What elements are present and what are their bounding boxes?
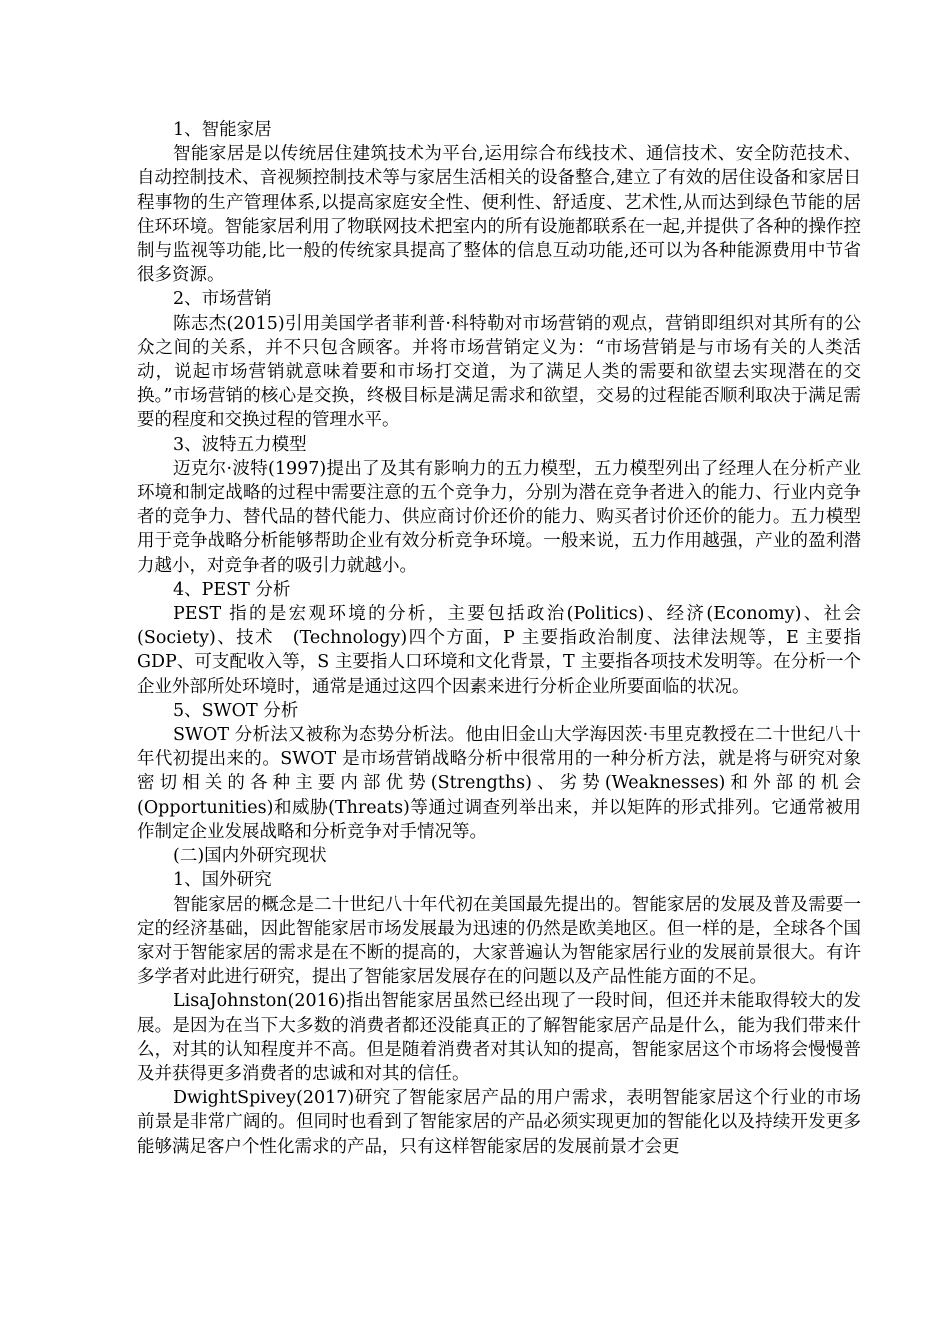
- paragraph-foreign-research-intro: 智能家居的概念是二十世纪八十年代初在美国最先提出的。智能家居的发展及普及需要一定的经济基础，因此智能家居市场发展最为迅速的仍然是欧美地区。但一样的是，全球各个国家对于智能家居的需求是在不断的提高的，大家普遍认为智能家居行业的发展前景很大。有许多学者对此进行研究，提出了智能家居发展存在的问题以及产品性能方面的不足。: [137, 894, 861, 988]
- paragraph-pest: PEST 指的是宏观环境的分析，主要包括政治(Politics)、经济(Economy)、社会(Society)、技术 (Technology)四个方面，P 主要指政治制度、法律法规等，E 主要指 GDP、可支配收入等，S 主要指人口环境和文化背景，T 主要指各项技术发明等。在分析一个企业外部所处环境时，通常是通过这四个因素来进行分析企业所要面临的状况。: [137, 604, 861, 697]
- document-page: [137, 118, 861, 1159]
- section-heading-porter: 3、波特五力模型: [173, 434, 307, 455]
- section-heading-swot: 5、SWOT 分析: [173, 700, 299, 721]
- paragraph-porter: 迈克尔·波特(1997)提出了及其有影响力的五力模型，五力模型列出了经理人在分析产业环境和制定战略的过程中需要注意的五个竞争力，分别为潜在竞争者进入的能力、行业内竞争者的竞争力、替代品的替代能力、供应商讨价还价的能力、购买者讨价还价的能力。五力模型用于竞争战略分析能够帮助企业有效分析竞争环境。一般来说，五力作用越强，产业的盈利潜力越小，对竞争者的吸引力就越小。: [137, 458, 861, 576]
- paragraph-marketing: 陈志杰(2015)引用美国学者菲利普·科特勒对市场营销的观点，营销即组织对其所有的公众之间的关系，并不只包含顾客。并将市场营销定义为：“市场营销是与市场有关的人类活动，说起市场营销就意味着要和市场打交道，为了满足人类的需要和欲望去实现潜在的交换。”市场营销的核心是交换，终极目标是满足需求和欲望，交易的过程能否顺利取决于满足需要的程度和交换过程的管理水平。: [137, 313, 861, 431]
- paragraph-dwight-spivey: DwightSpivey(2017)研究了智能家居产品的用户需求，表明智能家居这个行业的市场前景是非常广阔的。但同时也看到了智能家居的产品必须实现更加的智能化以及持续开发更多能够满足客户个性化需求的产品，只有这样智能家居的发展前景才会更: [137, 1088, 861, 1157]
- paragraph-swot: SWOT 分析法又被称为态势分析法。他由旧金山大学海因茨·韦里克教授在二十世纪八十年代初提出来的。SWOT 是市场营销战略分析中很常用的一种分析方法，就是将与研究对象密切相关的各种主要内部优势(Strengths)、劣势(Weaknesses)和外部的机会(Opportunities)和威胁(Threats)等通过调查列举出来，并以矩阵的形式排列。它通常被用作制定企业发展战略和分析竞争对手情况等。: [137, 725, 861, 842]
- paragraph-smart-home: 智能家居是以传统居住建筑技术为平台,运用综合布线技术、通信技术、安全防范技术、自动控制技术、音视频控制技术等与家居生活相关的设备整合,建立了有效的居住设备和家居日程事物的生产管理体系,以提高家庭安全性、便利性、舒适度、艺术性,从而达到绿色节能的居住环环境。智能家居利用了物联网技术把室内的所有设施都联系在一起,并提供了各种的操作控制与监视等功能,比一般的传统家具提高了整体的信息互动功能,还可以为各种能源费用中节省很多资源。: [137, 144, 861, 286]
- section-heading-smart-home: 1、智能家居: [173, 120, 272, 140]
- section-heading-pest: 4、PEST 分析: [173, 579, 291, 600]
- paragraph-lisa-johnston: LisaJohnston(2016)指出智能家居虽然已经出现了一段时间，但还并未能取得较大的发展。是因为在当下大多数的消费者都还没能真正的了解智能家居产品是什么，能为我们带来什么，对其的认知程度并不高。但是随着消费者对其认知的提高，智能家居这个市场将会慢慢普及并获得更多消费者的忠诚和对其的信任。: [137, 991, 861, 1084]
- section-heading-marketing: 2、市场营销: [173, 289, 272, 310]
- part-title-research-status: (二)国内外研究现状: [173, 846, 327, 867]
- section-heading-foreign-research: 1、国外研究: [173, 870, 272, 891]
